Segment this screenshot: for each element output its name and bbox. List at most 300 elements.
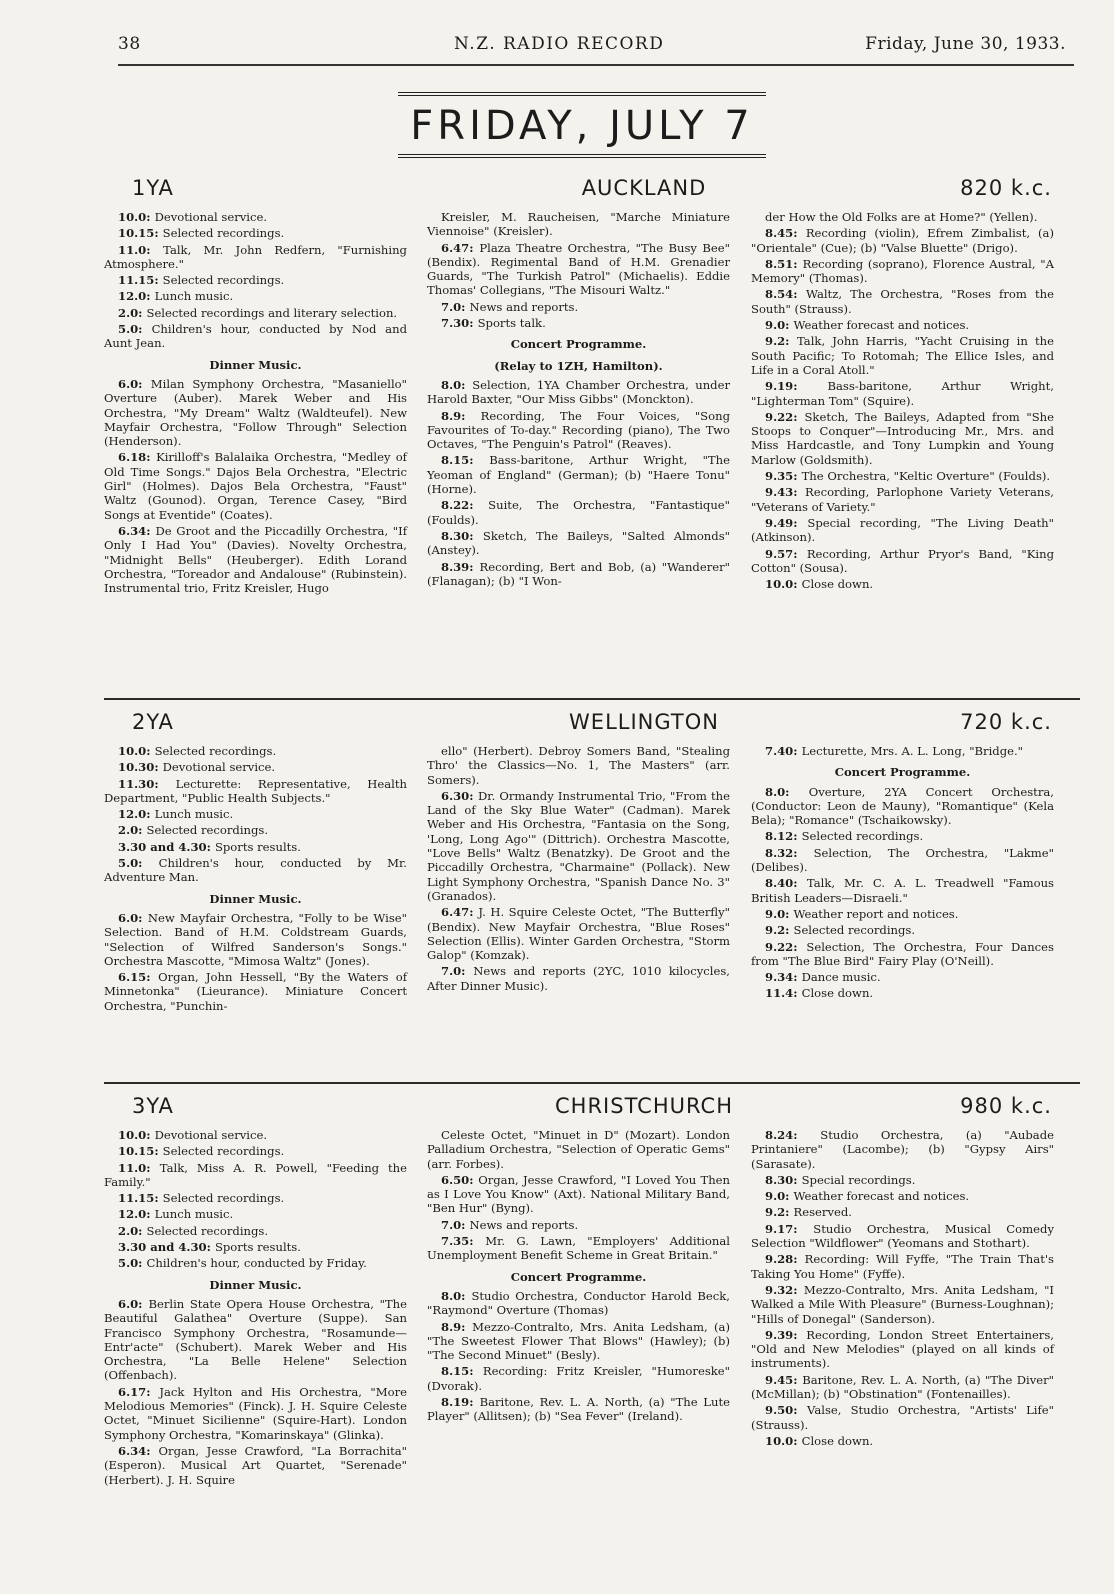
section-subheading: Concert Programme. [834, 765, 971, 780]
entry-time: 12.0 [118, 289, 147, 304]
entry-text: Weather forecast and notices. [793, 318, 970, 333]
entry-separator: : [146, 970, 159, 985]
entry-text: Recording, Bert and Bob, (a) "Wanderer" (Flanagan); (b) "I Won- [427, 559, 730, 588]
programme-entry [104, 807, 407, 821]
entry-separator: : [154, 776, 176, 791]
programme-entry [104, 243, 407, 272]
programme-entry [751, 1403, 1054, 1432]
programme-entry [751, 744, 1054, 758]
entry-text: Overture, 2YA Concert Orchestra, (Conductor: Leon de Mauny), "Romantique" (Kela Bela); "Romance" (Tschaikowsky). [751, 784, 1054, 828]
programme-entry [427, 241, 730, 298]
entry-text: Selected recordings. [162, 1144, 285, 1159]
continued-text: Kreisler, M. Raucheisen, "Marche Miniature Viennoise" (Kreisler). [427, 210, 730, 239]
entry-text: Selection, The Orchestra, Four Dances from "The Blue Bird" Fairy Play (O'Neill). [751, 939, 1054, 968]
entry-separator: : [146, 523, 156, 538]
entry-text: Studio Orchestra, Musical Comedy Selection "Wildflower" (Yeomans and Stothart). [751, 1221, 1054, 1251]
entry-text: Bass-baritone, Arthur Wright, "Lighterman Tom" (Squire). [751, 379, 1054, 408]
entry-time: 6.15 [118, 970, 147, 985]
entry-time: 2.0 [118, 1223, 139, 1238]
entry-separator: : [146, 242, 164, 257]
frequency: 720 k.c. [960, 710, 1052, 734]
entry-text: Bass-baritone, Arthur Wright, "The Yeoman of England" (German); (b) "Haere Tonu" (Horne). [427, 453, 730, 497]
entry-text: Organ, Jesse Crawford, "La Borrachita" (Esperon). Musical Art Quartet, "Serenade" (Herbert). J. H. Squire [104, 1443, 407, 1487]
programme-entry [751, 907, 1054, 921]
page-number: 38 [118, 34, 141, 54]
entry-separator: : [138, 1256, 147, 1271]
section-subheading: Dinner Music. [209, 891, 302, 906]
entry-separator: : [793, 986, 802, 1001]
entry-text: News and reports. [469, 1217, 579, 1232]
day-banner [398, 92, 766, 162]
entry-separator: : [146, 744, 155, 758]
entry-separator: : [793, 1252, 805, 1267]
entry-time: 9.57 [765, 546, 794, 561]
programme-column [427, 1128, 730, 1426]
entry-time: 8.9 [441, 1319, 462, 1334]
programme-column [751, 210, 1054, 593]
entry-separator: : [146, 210, 155, 224]
entry-separator: : [469, 528, 483, 543]
programme-entry [104, 1297, 407, 1383]
programme-entry [751, 226, 1054, 255]
entry-time: 8.22 [441, 498, 470, 513]
programme-entry [104, 777, 407, 806]
programme-entry [104, 744, 407, 758]
programme-entry [427, 300, 730, 314]
programme-entry [104, 1128, 407, 1142]
entry-separator: : [785, 923, 794, 938]
entry-separator: : [785, 906, 794, 921]
entry-separator: : [154, 226, 163, 241]
entry-separator: : [785, 1189, 794, 1204]
issue-date: Friday, June 30, 1933. [865, 34, 1066, 54]
entry-text: Lecturette, Mrs. A. L. Long, "Bridge." [801, 744, 1024, 758]
section-subheading: Concert Programme. [510, 1269, 647, 1284]
entry-text: Weather report and notices. [793, 906, 959, 921]
entry-text: Children's hour, conducted by Friday. [146, 1256, 367, 1271]
programme-entry [104, 760, 407, 774]
entry-separator: : [146, 807, 155, 822]
entry-time: 5.0 [118, 322, 139, 337]
entry-time: 8.15 [441, 453, 470, 468]
programme-entry [751, 876, 1054, 905]
programme-entry [751, 923, 1054, 937]
entry-separator: : [461, 299, 470, 314]
entry-time: 6.50 [441, 1172, 470, 1187]
entry-time: 5.0 [118, 856, 139, 871]
programme-entry [751, 318, 1054, 332]
entry-time: 7.0 [441, 1217, 462, 1232]
entry-separator: : [793, 1172, 802, 1187]
entry-separator: : [793, 829, 802, 844]
programme-column [751, 1128, 1054, 1450]
entry-separator: : [793, 1403, 808, 1418]
entry-separator: : [793, 469, 802, 484]
entry-separator: : [793, 876, 807, 891]
entry-time: 9.17 [765, 1221, 794, 1236]
entry-time: 12.0 [118, 807, 147, 822]
entry-text: Jack Hylton and His Orchestra, "More Melodious Memories" (Finck). J. H. Squire Celeste Octet, "Minuet Sicilienne" (Squire-Hart). London Symphony Orchestra, "Komarinskaya" (Glinka). [104, 1384, 407, 1442]
programme-entry [104, 289, 407, 303]
programme-entry [104, 1191, 407, 1205]
entry-time: 9.2 [765, 923, 786, 938]
entry-time: 10.0 [765, 577, 794, 592]
entry-time: 6.34 [118, 523, 147, 538]
programme-entry [751, 257, 1054, 286]
programme-entry [427, 905, 730, 962]
entry-time: 3.30 and 4.30 [118, 1240, 207, 1255]
programme-entry [104, 970, 407, 1013]
programme-entry [427, 1173, 730, 1216]
entry-text: Recording (soprano), Florence Austral, "A Memory" (Thomas). [751, 256, 1054, 286]
programme-entry [751, 1222, 1054, 1251]
programme-entry [751, 547, 1054, 576]
section-subheading: Dinner Music. [209, 357, 302, 372]
entry-time: 8.30 [441, 528, 470, 543]
programme-entry [104, 1385, 407, 1442]
entry-text: Studio Orchestra, Conductor Harold Beck, "Raymond" Overture (Thomas) [427, 1288, 730, 1318]
entry-time: 6.34 [118, 1443, 147, 1458]
programme-entry [427, 1289, 730, 1318]
entry-separator: : [138, 823, 147, 838]
entry-time: 9.28 [765, 1252, 794, 1267]
entry-separator: : [138, 376, 151, 391]
entry-separator: : [146, 1160, 160, 1175]
entry-separator: : [793, 546, 807, 561]
entry-text: Close down. [801, 986, 874, 1001]
entry-time: 11.0 [118, 1160, 147, 1175]
entry-separator: : [793, 1282, 804, 1297]
section-divider [104, 1082, 1080, 1084]
entry-time: 9.34 [765, 970, 794, 985]
programme-entry [751, 485, 1054, 514]
entry-separator: : [469, 1172, 479, 1187]
entry-separator: : [146, 450, 157, 465]
city-name: AUCKLAND [581, 176, 707, 200]
entry-text: Selected recordings. [162, 1191, 285, 1206]
programme-entry [104, 1240, 407, 1254]
programme-entry [427, 1218, 730, 1232]
entry-text: Selected recordings. [146, 823, 269, 838]
entry-separator: : [146, 289, 155, 304]
entry-separator: : [793, 1372, 803, 1387]
entry-text: Kirilloff's Balalaika Orchestra, "Medley of Old Time Songs." Dajos Bela Orchestra, "Electric Girl" (Holmes). Dajos Bela Orchestra, "Faust" Waltz (Gounod). Organ, Terence Casey, "Bird Songs at Eventide" (Coates). [104, 450, 407, 522]
programme-entry [751, 1189, 1054, 1203]
entry-separator: : [793, 845, 814, 860]
programme-entry [104, 911, 407, 968]
entry-text: Baritone, Rev. L. A. North, (a) "The Diver" (McMillan); (b) "Obstination" (Fontenailles). [751, 1372, 1054, 1402]
entry-time: 8.12 [765, 829, 794, 844]
entry-separator: : [793, 744, 802, 758]
continued-text: ello" (Herbert). Debroy Somers Band, "Stealing Thro' the Classics—No. 1, The Masters" (arr. Somers). [427, 744, 730, 787]
entry-separator: : [469, 240, 480, 255]
entry-time: 8.0 [441, 377, 462, 392]
entry-time: 10.15 [118, 226, 155, 241]
station-3ya [104, 1088, 1080, 1487]
entry-time: 8.9 [441, 408, 462, 423]
programme-entry [751, 940, 1054, 969]
programme-entry [104, 377, 407, 448]
entry-time: 9.2 [765, 334, 786, 349]
programme-entry [751, 334, 1054, 377]
entry-separator: : [461, 1217, 470, 1232]
entry-time: 8.40 [765, 876, 794, 891]
programme-entry [104, 450, 407, 521]
programme-column [427, 744, 730, 995]
entry-time: 11.15 [118, 1191, 155, 1206]
entry-separator: : [785, 334, 797, 349]
city-name: CHRISTCHURCH [555, 1094, 733, 1118]
entry-text: Selected recordings. [154, 744, 277, 758]
entry-text: Sketch, The Baileys, "Salted Almonds" (Anstey). [427, 528, 730, 558]
entry-text: Devotional service. [154, 210, 268, 224]
programme-entry [751, 379, 1054, 408]
entry-separator: : [154, 273, 163, 288]
entry-separator: : [138, 305, 147, 320]
entry-time: 9.0 [765, 906, 786, 921]
entry-time: 10.0 [118, 1128, 147, 1142]
entry-separator: : [785, 1205, 794, 1220]
entry-time: 10.0 [765, 1433, 794, 1448]
entry-text: Lunch music. [154, 1207, 234, 1222]
programme-entry [427, 1234, 730, 1263]
entry-text: Sports results. [214, 1240, 301, 1255]
entry-text: Devotional service. [162, 760, 276, 775]
programme-entry [104, 1224, 407, 1238]
entry-time: 6.17 [118, 1384, 147, 1399]
entry-time: 10.0 [118, 744, 147, 758]
entry-text: Devotional service. [154, 1128, 268, 1142]
entry-separator: : [206, 1240, 215, 1255]
programme-entry [104, 524, 407, 595]
entry-text: Selected recordings. [146, 1223, 269, 1238]
entry-text: Baritone, Rev. L. A. North, (a) "The Lute Player" (Allitsen); (b) "Sea Fever" (Ireland). [427, 1395, 730, 1424]
programme-entry [104, 306, 407, 320]
entry-time: 9.45 [765, 1372, 794, 1387]
entry-time: 8.0 [441, 1288, 462, 1303]
call-sign: 1YA [132, 176, 174, 200]
entry-text: Suite, The Orchestra, "Fantastique" (Foulds). [427, 498, 730, 527]
banner-day: FRIDAY, JULY 7 [410, 103, 754, 149]
entry-time: 6.0 [118, 1296, 139, 1311]
programme-entry [751, 410, 1054, 467]
frequency: 980 k.c. [960, 1094, 1052, 1118]
entry-time: 9.19 [765, 379, 794, 394]
continued-text: der How the Old Folks are at Home?" (Yellen). [765, 210, 1038, 224]
entry-separator: : [461, 377, 473, 392]
entry-text: Organ, John Hessell, "By the Waters of Minnetonka" (Lieurance). Miniature Concert Orchestra, "Punchin- [104, 970, 407, 1013]
entry-time: 6.47 [441, 905, 470, 920]
entry-time: 5.0 [118, 1256, 139, 1271]
continued-text: Celeste Octet, "Minuet in D" (Mozart). London Palladium Orchestra, "Selection of Operatic Gems" (arr. Forbes). [427, 1128, 730, 1171]
entry-text: Talk, Mr. C. A. L. Treadwell "Famous British Leaders—Disraeli." [751, 876, 1054, 905]
station-header [104, 1088, 1080, 1128]
entry-text: Lunch music. [154, 807, 234, 822]
programme-entry [751, 1283, 1054, 1326]
entry-time: 6.47 [441, 240, 470, 255]
entry-text: Plaza Theatre Orchestra, "The Busy Bee" (Bendix). Regimental Band of H.M. Grenadier Guards, "The Turkish Patrol" (Michaelis). Eddie Thomas' Collegians, "The Misouri Waltz." [427, 240, 730, 298]
programme-entry [104, 273, 407, 287]
entry-text: Mezzo-Contralto, Mrs. Anita Ledsham, (a) "The Sweetest Flower That Blows" (Hawley); (b) "The Second Minuet" (Besly). [427, 1319, 730, 1363]
entry-time: 9.22 [765, 939, 794, 954]
entry-time: 8.30 [765, 1172, 794, 1187]
entry-separator: : [793, 287, 807, 302]
entry-text: Reserved. [793, 1205, 852, 1220]
entry-separator: : [146, 1384, 160, 1399]
programme-entry [104, 1444, 407, 1487]
entry-separator: : [793, 1433, 802, 1448]
entry-text: Selected recordings. [801, 829, 924, 844]
entry-time: 8.24 [765, 1128, 794, 1142]
entry-text: Mr. G. Lawn, "Employers' Additional Unemployment Benefit Scheme in Great Britain." [427, 1234, 730, 1263]
programme-entry [751, 986, 1054, 1000]
call-sign: 2YA [132, 710, 174, 734]
entry-time: 2.0 [118, 305, 139, 320]
entry-text: Recording (violin), Efrem Zimbalist, (a) "Orientale" (Cue); (b) "Valse Bluette" (Drigo). [751, 226, 1054, 255]
entry-text: Selected recordings. [162, 273, 285, 288]
station-header [104, 170, 1080, 210]
entry-text: Recording: Will Fyffe, "The Train That's Taking You Home" (Fyffe). [751, 1252, 1054, 1281]
entry-time: 7.35 [441, 1234, 470, 1249]
programme-column [751, 744, 1054, 1003]
entry-separator: : [146, 1128, 155, 1142]
entry-separator: : [469, 905, 479, 920]
entry-separator: : [793, 970, 802, 985]
entry-time: 7.0 [441, 299, 462, 314]
entry-text: News and reports. [469, 299, 579, 314]
programme-column [104, 744, 407, 1015]
entry-time: 10.30 [118, 760, 155, 775]
programme-entry [427, 529, 730, 558]
journal-title: N.Z. RADIO RECORD [454, 34, 665, 54]
entry-time: 9.43 [765, 485, 794, 500]
station-1ya [104, 170, 1080, 596]
programme-entry [751, 516, 1054, 545]
entry-separator: : [469, 1395, 480, 1410]
entry-separator: : [793, 1327, 807, 1342]
programme-entry [751, 785, 1054, 828]
programme-column [427, 210, 730, 590]
programme-entry [104, 823, 407, 837]
programme-entry [751, 1128, 1054, 1171]
entry-text: New Mayfair Orchestra, "Folly to be Wise" Selection. Band of H.M. Coldstream Guards, "Selection of Wilfred Sanderson's Songs." Orchestra Mascotte, "Mimosa Waltz" (Jones). [104, 910, 407, 968]
programme-entry [104, 322, 407, 351]
entry-time: 9.0 [765, 1189, 786, 1204]
entry-separator: : [793, 379, 828, 394]
entry-time: 8.39 [441, 559, 470, 574]
entry-separator: : [469, 788, 478, 803]
entry-text: Children's hour, conducted by Mr. Adventure Man. [104, 856, 407, 885]
entry-text: Weather forecast and notices. [793, 1189, 970, 1204]
entry-separator: : [138, 910, 148, 925]
programme-entry [104, 1207, 407, 1221]
entry-text: De Groot and the Piccadilly Orchestra, "If Only I Had You" (Davies). Novelty Orchestra, "Midnight Bells" (Heuberger). Edith Lorand Orchestra, "Toreador and Andalouse" (Rubinstein). Instrumental trio, Fritz Kreisler, Hugo [104, 523, 407, 596]
entry-text: Special recording, "The Living Death" (Atkinson). [751, 515, 1054, 545]
entry-text: Selection, The Orchestra, "Lakme" (Delibes). [751, 845, 1054, 875]
entry-time: 11.15 [118, 273, 155, 288]
entry-separator: : [154, 1191, 163, 1206]
entry-text: Dr. Ormandy Instrumental Trio, "From the Land of the Sky Blue Water" (Cadman). Marek Weber and His Orchestra, "Fantasia on the Song, 'Long, Long Ago'" (Dittrich). Orchestra Mascotte, "Love Bells" Waltz (Benatzky). De Groot and the Piccadilly Orchestra, "Charmaine" (Pollack). New Light Symphony Orchestra, "Spanish Dance No. 3" (Granados). [427, 788, 730, 903]
entry-text: Sports talk. [477, 316, 546, 331]
section-subheading: Dinner Music. [209, 1277, 302, 1292]
entry-separator: : [793, 577, 802, 592]
entry-text: Sports results. [214, 839, 301, 854]
programme-entry [427, 1320, 730, 1363]
entry-separator: : [793, 256, 803, 271]
entry-text: Selected recordings. [162, 226, 285, 241]
entry-time: 8.45 [765, 226, 794, 241]
entry-separator: : [785, 318, 794, 333]
programme-entry [427, 378, 730, 407]
programme-entry [751, 1205, 1054, 1219]
entry-separator: : [785, 784, 809, 799]
entry-text: Lunch music. [154, 289, 234, 304]
programme-entry [751, 287, 1054, 316]
programme-entry [104, 856, 407, 885]
entry-text: Recording, London Street Entertainers, "Old and New Melodies" (played on all kinds of instruments). [751, 1327, 1054, 1371]
programme-entry [751, 1434, 1054, 1448]
programme-entry [427, 453, 730, 496]
entry-text: Recording, Parlophone Variety Veterans, "Veterans of Variety." [751, 485, 1054, 514]
station-2ya [104, 704, 1080, 1013]
entry-text: Selected recordings and literary selection. [146, 305, 398, 320]
entry-text: Dance music. [801, 970, 881, 985]
entry-separator: : [138, 856, 159, 871]
entry-time: 9.50 [765, 1403, 794, 1418]
entry-time: 7.30 [441, 316, 470, 331]
programme-entry [751, 1252, 1054, 1281]
entry-text: Close down. [801, 1433, 874, 1448]
programme-entry [104, 210, 407, 224]
entry-time: 3.30 and 4.30 [118, 839, 207, 854]
entry-time: 11.0 [118, 242, 147, 257]
entry-time: 10.0 [118, 210, 147, 224]
entry-separator: : [206, 839, 215, 854]
banner-rule-top [398, 92, 766, 96]
entry-text: Milan Symphony Orchestra, "Masaniello" Overture (Auber). Marek Weber and His Orchestra, "My Dream" Waltz (Waldteufel). New Mayfair Orchestra, "Follow Through" Selection (Henderson). [104, 376, 407, 449]
entry-text: Waltz, The Orchestra, "Roses from the South" (Strauss). [751, 287, 1054, 316]
entry-text: News and reports (2YC, 1010 kilocycles, After Dinner Music). [427, 964, 730, 993]
entry-time: 2.0 [118, 823, 139, 838]
entry-text: Organ, Jesse Crawford, "I Loved You Then as I Love You Know" (Axt). National Military Band, "Ben Hur" (Byng). [427, 1172, 730, 1216]
entry-text: Talk, John Harris, "Yacht Cruising in the South Pacific; To Rotomah; The Ellice Isles, and Life in a Coral Atoll." [751, 334, 1054, 377]
entry-separator: : [146, 1443, 159, 1458]
entry-separator: : [461, 408, 481, 423]
entry-time: 8.19 [441, 1395, 470, 1410]
entry-time: 6.30 [441, 788, 470, 803]
entry-text: Selection, 1YA Chamber Orchestra, under Harold Baxter, "Our Miss Gibbs" (Monckton). [427, 377, 730, 407]
entry-text: Recording: Fritz Kreisler, "Humoreske" (Dvorak). [427, 1364, 730, 1393]
programme-entry [751, 970, 1054, 984]
entry-separator: : [469, 498, 489, 513]
entry-time: 11.4 [765, 986, 794, 1001]
programme-column [104, 1128, 407, 1489]
entry-separator: : [469, 1234, 486, 1249]
entry-time: 9.39 [765, 1327, 794, 1342]
programme-entry [751, 1373, 1054, 1402]
entry-text: Studio Orchestra, (a) "Aubade Printaniere" (Lacombe); (b) "Gypsy Airs" (Sarasate). [751, 1128, 1054, 1171]
programme-entry [427, 316, 730, 330]
entry-text: Children's hour, conducted by Nod and Aunt Jean. [104, 322, 407, 351]
programme-column [104, 210, 407, 597]
programme-entry [104, 1161, 407, 1190]
entry-separator: : [461, 964, 474, 979]
entry-separator: : [793, 1221, 814, 1236]
entry-separator: : [793, 515, 808, 530]
entry-separator: : [154, 760, 163, 775]
entry-text: Talk, Miss A. R. Powell, "Feeding the Family." [104, 1160, 407, 1189]
programme-entry [104, 840, 407, 854]
